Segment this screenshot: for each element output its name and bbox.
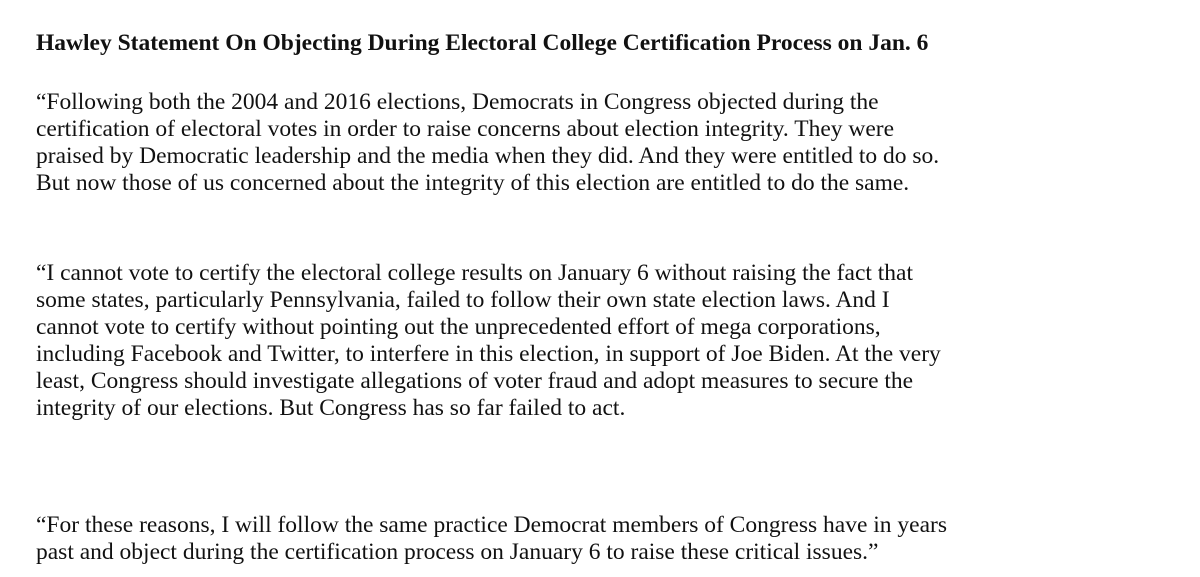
paragraph-line: “Following both the 2004 and 2016 elections, Democrats in Congress objected during the	[36, 89, 879, 115]
paragraph-line: some states, particularly Pennsylvania, failed to follow their own state election laws. And I	[36, 287, 890, 313]
paragraph-line: integrity of our elections. But Congress has so far failed to act.	[36, 395, 626, 421]
paragraph-line: But now those of us concerned about the integrity of this election are entitled to do the same.	[36, 170, 910, 196]
paragraph-line: praised by Democratic leadership and the media when they did. And they were entitled to do so.	[36, 143, 940, 169]
paragraph-line: cannot vote to certify without pointing out the unprecedented effort of mega corporations,	[36, 314, 881, 340]
paragraph-line: including Facebook and Twitter, to interfere in this election, in support of Joe Biden. At the very	[36, 341, 941, 367]
paragraph-line: “I cannot vote to certify the electoral college results on January 6 without raising the fact that	[36, 260, 914, 286]
document-title: Hawley Statement On Objecting During Electoral College Certification Process on Jan. 6	[36, 30, 929, 56]
paragraph-line: “For these reasons, I will follow the same practice Democrat members of Congress have in years	[36, 512, 947, 538]
paragraph-1	[36, 89, 1186, 197]
paragraph-line: past and object during the certification process on January 6 to raise these critical issues.”	[36, 539, 879, 565]
paragraph-line: certification of electoral votes in order to raise concerns about election integrity. They were	[36, 116, 895, 142]
paragraph-line: least, Congress should investigate allegations of voter fraud and adopt measures to secure the	[36, 368, 914, 394]
paragraph-2	[36, 260, 1186, 422]
paragraph-3	[36, 512, 1186, 566]
